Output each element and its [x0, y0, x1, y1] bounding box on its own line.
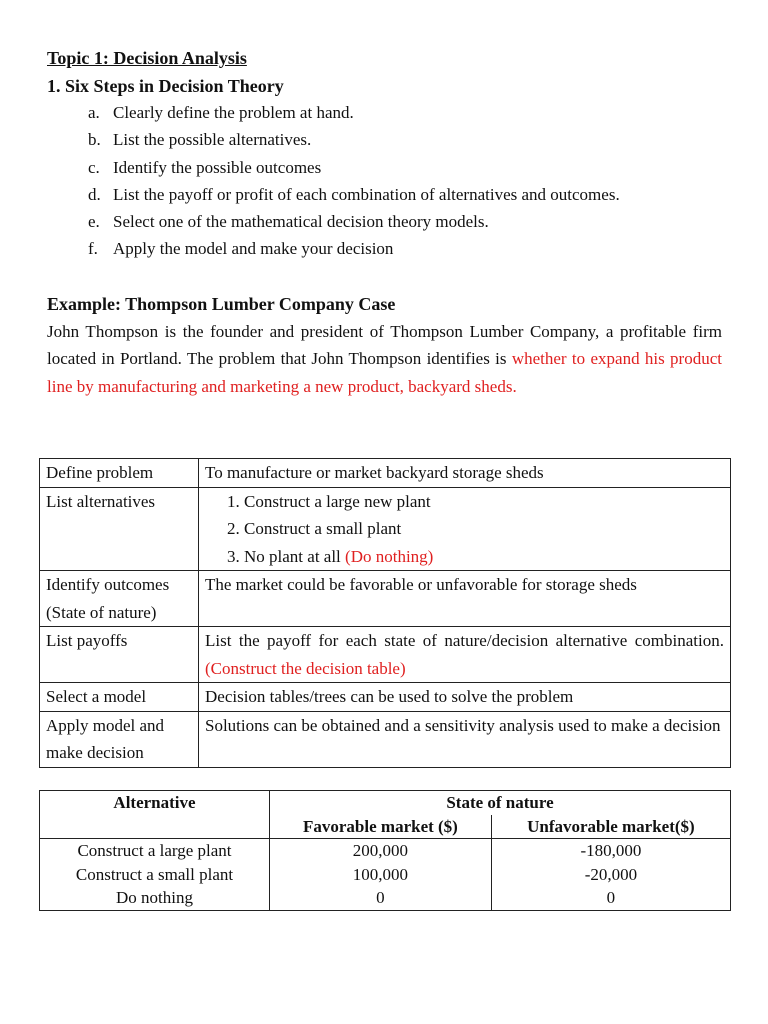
- label-line: Identify outcomes: [46, 575, 170, 594]
- list-item: [88, 101, 620, 128]
- step-text: Select one of the mathematical decision theory models.: [113, 212, 489, 232]
- list-item: [88, 210, 620, 237]
- row-value: To manufacture or market backyard storage sheds: [199, 459, 731, 488]
- table-header-row: [40, 791, 731, 815]
- favorable-cell: 200,000: [270, 839, 492, 863]
- steps-list: [88, 101, 620, 265]
- value-note: (Construct the decision table): [205, 658, 406, 678]
- unfavorable-header: Unfavorable market($): [491, 815, 730, 839]
- paragraph-text: John Thompson is the founder and president of Thompson Lumber Company, a profitable firm located in Portland. The problem that John Thompson identifies is: [47, 322, 722, 369]
- row-label: Define problem: [40, 459, 199, 488]
- list-item: [227, 515, 724, 543]
- alternative-header: Alternative: [40, 791, 270, 839]
- row-label: List alternatives: [40, 487, 199, 571]
- step-letter: c.: [88, 157, 100, 177]
- step-letter: d.: [88, 184, 101, 204]
- step-letter: a.: [88, 103, 100, 122]
- alternatives-list: [205, 488, 724, 571]
- highlighted-text: whether to expand his product line by manufacturing and marketing a new product, backyard sheds.: [47, 349, 722, 396]
- alt-text: Construct a small plant: [244, 519, 402, 538]
- row-value: The market could be favorable or unfavorable for storage sheds: [199, 571, 731, 627]
- list-item: [88, 237, 620, 264]
- topic-title: Topic 1: Decision Analysis: [47, 48, 247, 68]
- alt-number: 2.: [227, 519, 240, 538]
- table-row: [40, 627, 731, 683]
- table-row: [40, 839, 731, 863]
- unfavorable-cell: 0: [491, 886, 730, 910]
- step-text: List the possible alternatives.: [113, 130, 312, 150]
- favorable-cell: 0: [270, 886, 492, 910]
- step-text: Clearly define the problem at hand.: [113, 103, 354, 122]
- favorable-header: Favorable market ($): [270, 815, 492, 839]
- row-label: Select a model: [40, 683, 199, 712]
- alt-note: (Do nothing): [345, 546, 434, 566]
- steps-table: [39, 458, 731, 768]
- row-value: Solutions can be obtained and a sensitivity analysis used to make a decision: [199, 711, 731, 767]
- table-row: [40, 487, 731, 571]
- step-text: List the payoff or profit of each combination of alternatives and outcomes.: [113, 184, 620, 204]
- step-text: Identify the possible outcomes: [113, 157, 322, 177]
- example-heading: Example: Thompson Lumber Company Case: [47, 294, 396, 314]
- row-label: [40, 711, 199, 767]
- favorable-cell: 100,000: [270, 863, 492, 887]
- row-value: [199, 487, 731, 571]
- alt-text: No plant at all: [244, 546, 341, 566]
- alt-number: 1.: [227, 491, 240, 511]
- row-value: Decision tables/trees can be used to solve the problem: [199, 683, 731, 712]
- alternative-cell: Construct a large plant: [40, 839, 270, 863]
- table-row: [40, 886, 731, 910]
- label-line: make decision: [46, 743, 144, 762]
- step-letter: e.: [88, 212, 100, 232]
- label-line: Apply model and: [46, 715, 165, 735]
- list-item: [88, 128, 620, 155]
- table-row: [40, 711, 731, 767]
- label-line: (State of nature): [46, 602, 157, 622]
- state-of-nature-header: State of nature: [270, 791, 731, 815]
- section-heading: 1. Six Steps in Decision Theory: [47, 76, 284, 96]
- alternative-cell: Construct a small plant: [40, 863, 270, 887]
- step-letter: f.: [88, 239, 98, 259]
- table-row: [40, 571, 731, 627]
- value-text: List the payoff for each state of nature/decision alternative combination.: [205, 631, 724, 650]
- list-item: [227, 488, 724, 516]
- list-item: [88, 156, 620, 183]
- list-item: [227, 543, 724, 571]
- decision-table: [39, 790, 731, 911]
- list-item: [88, 183, 620, 210]
- step-text: Apply the model and make your decision: [113, 239, 394, 259]
- table-row: [40, 459, 731, 488]
- table-row: [40, 863, 731, 887]
- unfavorable-cell: -180,000: [491, 839, 730, 863]
- row-label: List payoffs: [40, 627, 199, 683]
- example-paragraph: [47, 318, 722, 400]
- row-label: [40, 571, 199, 627]
- alternative-cell: Do nothing: [40, 886, 270, 910]
- unfavorable-cell: -20,000: [491, 863, 730, 887]
- alt-number: 3.: [227, 546, 240, 566]
- step-letter: b.: [88, 130, 101, 150]
- alt-text: Construct a large new plant: [244, 491, 431, 511]
- table-row: [40, 683, 731, 712]
- row-value: [199, 627, 731, 683]
